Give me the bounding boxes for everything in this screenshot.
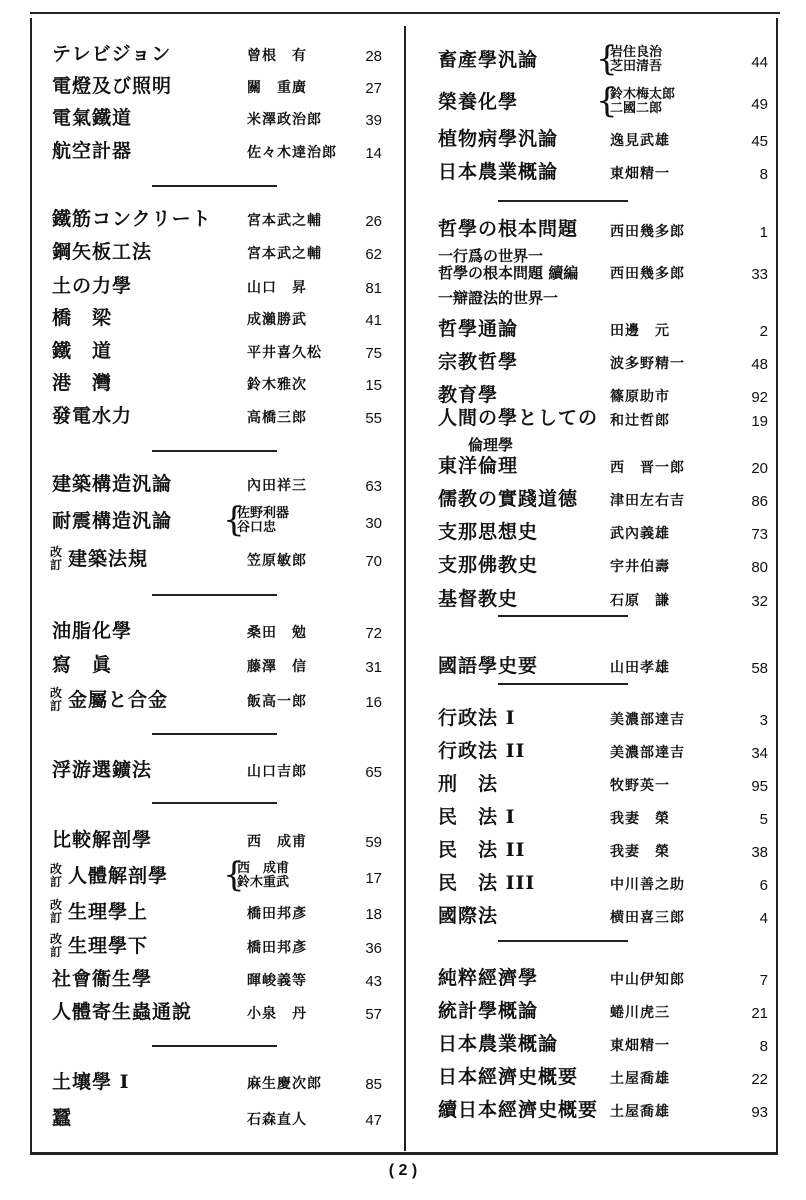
book-entry (438, 997, 768, 1027)
book-entry (52, 651, 382, 681)
author: 西 晋一郎 (610, 460, 685, 476)
section-separator (152, 594, 277, 596)
author: 西田幾多郎 (610, 266, 685, 282)
author: 桑田 勉 (247, 625, 307, 641)
series-number: 5 (759, 811, 768, 828)
book-title: 電氣鐵道 (52, 107, 133, 129)
book-title: 畜產學汎論 (438, 49, 539, 71)
book-title: 社會衞生學 (52, 968, 153, 990)
series-number: 45 (751, 133, 768, 150)
book-title: 日本農業概論 (438, 161, 559, 183)
series-number: 22 (751, 1071, 768, 1088)
series-number: 2 (759, 323, 768, 340)
book-title: 生理學下 (68, 935, 149, 957)
book-title: 榮養化學 (438, 91, 519, 113)
book-title: 鐵 道 (52, 340, 113, 362)
book-entry (438, 737, 768, 767)
author: 二國二郎 (610, 101, 663, 116)
book-entry (438, 836, 768, 866)
author: 我妻 榮 (610, 844, 670, 860)
book-title: 刑 法 (438, 773, 499, 795)
author: 飯高一郎 (247, 694, 307, 710)
book-entry (438, 81, 768, 121)
author: 谷口忠 (237, 520, 277, 535)
section-separator (152, 185, 277, 187)
book-entry (438, 348, 768, 378)
book-entry (52, 337, 382, 367)
author: 岩住良治 (610, 45, 663, 60)
book-title: 土壤學 I (52, 1071, 130, 1093)
revised-mark: 改訂 (50, 932, 63, 959)
series-number: 39 (365, 112, 382, 129)
series-number: 20 (751, 460, 768, 477)
series-number: 21 (751, 1005, 768, 1022)
book-entry (438, 1063, 768, 1093)
book-entry (438, 158, 768, 188)
page-number: ( 2 ) (388, 1162, 418, 1179)
section-separator (152, 802, 277, 804)
series-number: 32 (751, 593, 768, 610)
book-entry (52, 369, 382, 399)
author: 曾根 有 (247, 48, 307, 64)
book-entry (52, 272, 382, 302)
section-separator (152, 1045, 277, 1047)
book-title: 人體解剖學 (68, 865, 169, 887)
series-number: 75 (365, 345, 382, 362)
book-entry (52, 72, 382, 102)
book-entry (438, 264, 768, 307)
series-number: 48 (751, 356, 768, 373)
series-number: 14 (365, 145, 382, 162)
book-subtitle: 一行爲の世界一 (438, 247, 544, 265)
author: 篠原助市 (610, 389, 670, 405)
author: 石森直人 (247, 1112, 307, 1128)
book-title: 統計學概論 (438, 1000, 539, 1022)
book-entry (52, 756, 382, 786)
author: 橋田邦彥 (247, 906, 307, 922)
book-entry (52, 1068, 382, 1098)
book-title: 哲學の根本問題 (438, 218, 579, 240)
book-title: 金屬と合金 (68, 689, 169, 711)
author: 藤澤 信 (247, 659, 307, 675)
top-rule (30, 12, 780, 14)
series-number: 58 (751, 660, 768, 677)
book-title: 蠶 (52, 1107, 73, 1129)
section-separator (152, 733, 277, 735)
book-entry (438, 1096, 768, 1126)
book-entry (52, 898, 382, 928)
author: 宮本武之輔 (247, 213, 322, 229)
section-separator (498, 940, 628, 942)
author: 牧野英一 (610, 778, 670, 794)
book-entry (52, 932, 382, 962)
series-number: 63 (365, 478, 382, 495)
series-number: 43 (365, 973, 382, 990)
book-entry (52, 500, 382, 540)
book-entry (52, 617, 382, 647)
book-title: 浮游選鑛法 (52, 759, 153, 781)
series-number: 93 (751, 1104, 768, 1121)
book-entry (52, 402, 382, 432)
book-title: 國語學史要 (438, 655, 539, 677)
author: 成瀨勝武 (247, 312, 307, 328)
author: 東畑精一 (610, 1038, 670, 1054)
series-number: 57 (365, 1006, 382, 1023)
book-entry (52, 137, 382, 167)
book-title: 日本農業概論 (438, 1033, 559, 1055)
book-title: 建築法規 (68, 548, 149, 570)
author: 山田孝雄 (610, 660, 670, 676)
brace-mark: { (596, 81, 618, 121)
series-number: 86 (751, 493, 768, 510)
book-entry (438, 964, 768, 994)
book-entry (438, 315, 768, 345)
author: 鈴木梅太郎 (610, 87, 676, 102)
book-entry (438, 452, 768, 482)
author: 小泉 丹 (247, 1006, 307, 1022)
book-entry (438, 485, 768, 515)
book-entry (438, 551, 768, 581)
book-title: 儒教の實踐道德 (438, 488, 579, 510)
series-number: 47 (365, 1112, 382, 1129)
book-title: 行政法 I (438, 707, 516, 729)
brace-mark: { (596, 39, 618, 79)
series-number: 95 (751, 778, 768, 795)
book-entry (438, 770, 768, 800)
series-number: 18 (365, 906, 382, 923)
book-title: 教育學 (438, 384, 499, 406)
book-title: 植物病學汎論 (438, 128, 559, 150)
author: 津田左右吉 (610, 493, 685, 509)
book-title: 建築構造汎論 (52, 473, 173, 495)
series-number: 27 (365, 80, 382, 97)
book-title: 支那思想史 (438, 521, 539, 543)
series-number: 85 (365, 1076, 382, 1093)
author: 中川善之助 (610, 877, 685, 893)
section-separator (498, 200, 628, 202)
book-title: 日本經濟史概要 (438, 1066, 579, 1088)
book-title: 土の力學 (52, 275, 133, 297)
book-title: 純粹經濟學 (438, 967, 539, 989)
book-title: 國際法 (438, 905, 499, 927)
book-entry (438, 518, 768, 548)
book-entry (52, 470, 382, 500)
series-number: 73 (751, 526, 768, 543)
series-number: 36 (365, 940, 382, 957)
book-entry (52, 205, 382, 235)
author: 蜷川虎三 (610, 1005, 670, 1021)
author: 高橋三郎 (247, 410, 307, 426)
series-number: 72 (365, 625, 382, 642)
book-title: 耐震構造汎論 (52, 510, 173, 532)
author: 關 重廣 (247, 80, 307, 96)
book-title: 哲學の根本問題 續編 (438, 264, 579, 282)
author: 佐野利器 (237, 506, 290, 521)
series-number: 80 (751, 559, 768, 576)
series-number: 38 (751, 844, 768, 861)
author: 横田喜三郎 (610, 910, 685, 926)
series-number: 92 (751, 389, 768, 406)
series-number: 28 (365, 48, 382, 65)
author: 東畑精一 (610, 166, 670, 182)
book-entry (52, 1104, 382, 1134)
series-number: 15 (365, 377, 382, 394)
book-entry (438, 1030, 768, 1060)
book-subtitle: 倫理學 (468, 436, 514, 454)
book-title: 油脂化學 (52, 620, 133, 642)
book-title: 電燈及び照明 (52, 75, 173, 97)
book-title: 鋼矢板工法 (52, 241, 153, 263)
book-entry (52, 238, 382, 268)
book-title: 續日本經濟史概要 (438, 1099, 599, 1121)
book-title: 支那佛教史 (438, 554, 539, 576)
book-title: 基督教史 (438, 588, 519, 610)
book-entry (52, 104, 382, 134)
book-entry (438, 704, 768, 734)
author: 田邊 元 (610, 323, 670, 339)
section-separator (152, 450, 277, 452)
book-entry (52, 826, 382, 856)
book-entry (52, 998, 382, 1028)
book-title: 哲學通論 (438, 318, 519, 340)
author: 中山伊知郎 (610, 972, 685, 988)
author: 西 成甫 (247, 834, 307, 850)
author: 米澤政治郎 (247, 112, 322, 128)
revised-mark: 改訂 (50, 686, 63, 713)
author: 麻生慶次郎 (247, 1076, 322, 1092)
series-number: 3 (759, 712, 768, 729)
book-title: テレビジョン (52, 43, 172, 65)
section-separator (498, 615, 628, 617)
series-number: 8 (759, 166, 768, 183)
book-entry (438, 407, 768, 454)
author: 武內義雄 (610, 526, 670, 542)
brace-mark: { (223, 855, 245, 895)
author: 佐々木達治郎 (247, 145, 337, 161)
author: 芝田清吾 (610, 59, 663, 74)
series-number: 17 (365, 870, 382, 887)
author: 宇井伯壽 (610, 559, 670, 575)
series-number: 59 (365, 834, 382, 851)
book-title: 鐵筋コンクリート (52, 208, 212, 230)
series-number: 8 (759, 1038, 768, 1055)
series-number: 49 (751, 96, 768, 113)
author: 土屋喬雄 (610, 1071, 670, 1087)
series-number: 4 (759, 910, 768, 927)
book-title: 橋 梁 (52, 307, 113, 329)
book-entry (438, 869, 768, 899)
author: 笠原敏郎 (247, 553, 307, 569)
author: 西田幾多郎 (610, 224, 685, 240)
book-entry (52, 686, 382, 716)
series-number: 26 (365, 213, 382, 230)
author: 西 成甫 (237, 861, 290, 876)
author: 我妻 榮 (610, 811, 670, 827)
series-number: 7 (759, 972, 768, 989)
author: 美濃部達吉 (610, 745, 685, 761)
series-number: 65 (365, 764, 382, 781)
series-number: 33 (751, 266, 768, 283)
book-entry (438, 218, 768, 265)
book-title: 人體寄生蟲通說 (52, 1001, 193, 1023)
author: 內田祥三 (247, 478, 307, 494)
author: 山口吉郎 (247, 764, 307, 780)
book-entry (438, 902, 768, 932)
book-subtitle: 一辯證法的世界一 (438, 289, 559, 307)
revised-mark: 改訂 (50, 898, 63, 925)
book-title: 行政法 II (438, 740, 526, 762)
author: 平井喜久松 (247, 345, 322, 361)
book-entry (438, 585, 768, 615)
author: 山口 昇 (247, 280, 307, 296)
book-entry (438, 125, 768, 155)
author: 和辻哲郎 (610, 413, 670, 429)
section-separator (498, 683, 628, 685)
author: 石原 謙 (610, 593, 670, 609)
book-title: 發電水力 (52, 405, 133, 427)
series-number: 44 (751, 54, 768, 71)
revised-mark: 改訂 (50, 862, 63, 889)
series-number: 31 (365, 659, 382, 676)
book-title: 東洋倫理 (438, 455, 519, 477)
book-entry (438, 803, 768, 833)
author: 宮本武之輔 (247, 246, 322, 262)
author: 逸見武雄 (610, 133, 670, 149)
book-entry (50, 855, 382, 895)
series-number: 19 (751, 413, 768, 430)
book-title: 宗教哲學 (438, 351, 519, 373)
series-number: 16 (365, 694, 382, 711)
book-title: 民 法 III (438, 872, 536, 894)
book-title: 民 法 II (438, 839, 526, 861)
book-entry (438, 39, 768, 79)
series-number: 34 (751, 745, 768, 762)
book-entry (52, 965, 382, 995)
column-divider (404, 26, 406, 1151)
author: 土屋喬雄 (610, 1104, 670, 1120)
series-number: 62 (365, 246, 382, 263)
brace-mark: { (223, 500, 245, 540)
book-entry (52, 545, 382, 575)
series-number: 70 (365, 553, 382, 570)
series-number: 55 (365, 410, 382, 427)
author: 鈴木重武 (237, 875, 290, 890)
series-number: 6 (759, 877, 768, 894)
book-entry (52, 304, 382, 334)
author: 波多野精一 (610, 356, 685, 372)
book-title: 港 灣 (52, 372, 113, 394)
series-number: 41 (365, 312, 382, 329)
book-title: 比較解剖學 (52, 829, 153, 851)
author: 暉峻義等 (247, 973, 307, 989)
book-title: 寫 眞 (52, 654, 113, 676)
revised-mark: 改訂 (50, 545, 63, 572)
book-title: 航空計器 (52, 140, 133, 162)
series-number: 1 (759, 224, 768, 241)
author: 橋田邦彥 (247, 940, 307, 956)
book-title: 人間の學としての (438, 407, 599, 429)
book-entry (438, 652, 768, 682)
series-number: 30 (365, 515, 382, 532)
series-number: 81 (365, 280, 382, 297)
book-title: 生理學上 (68, 901, 149, 923)
author: 美濃部達吉 (610, 712, 685, 728)
book-title: 民 法 I (438, 806, 516, 828)
book-entry (52, 40, 382, 70)
author: 鈴木雅次 (247, 377, 307, 393)
